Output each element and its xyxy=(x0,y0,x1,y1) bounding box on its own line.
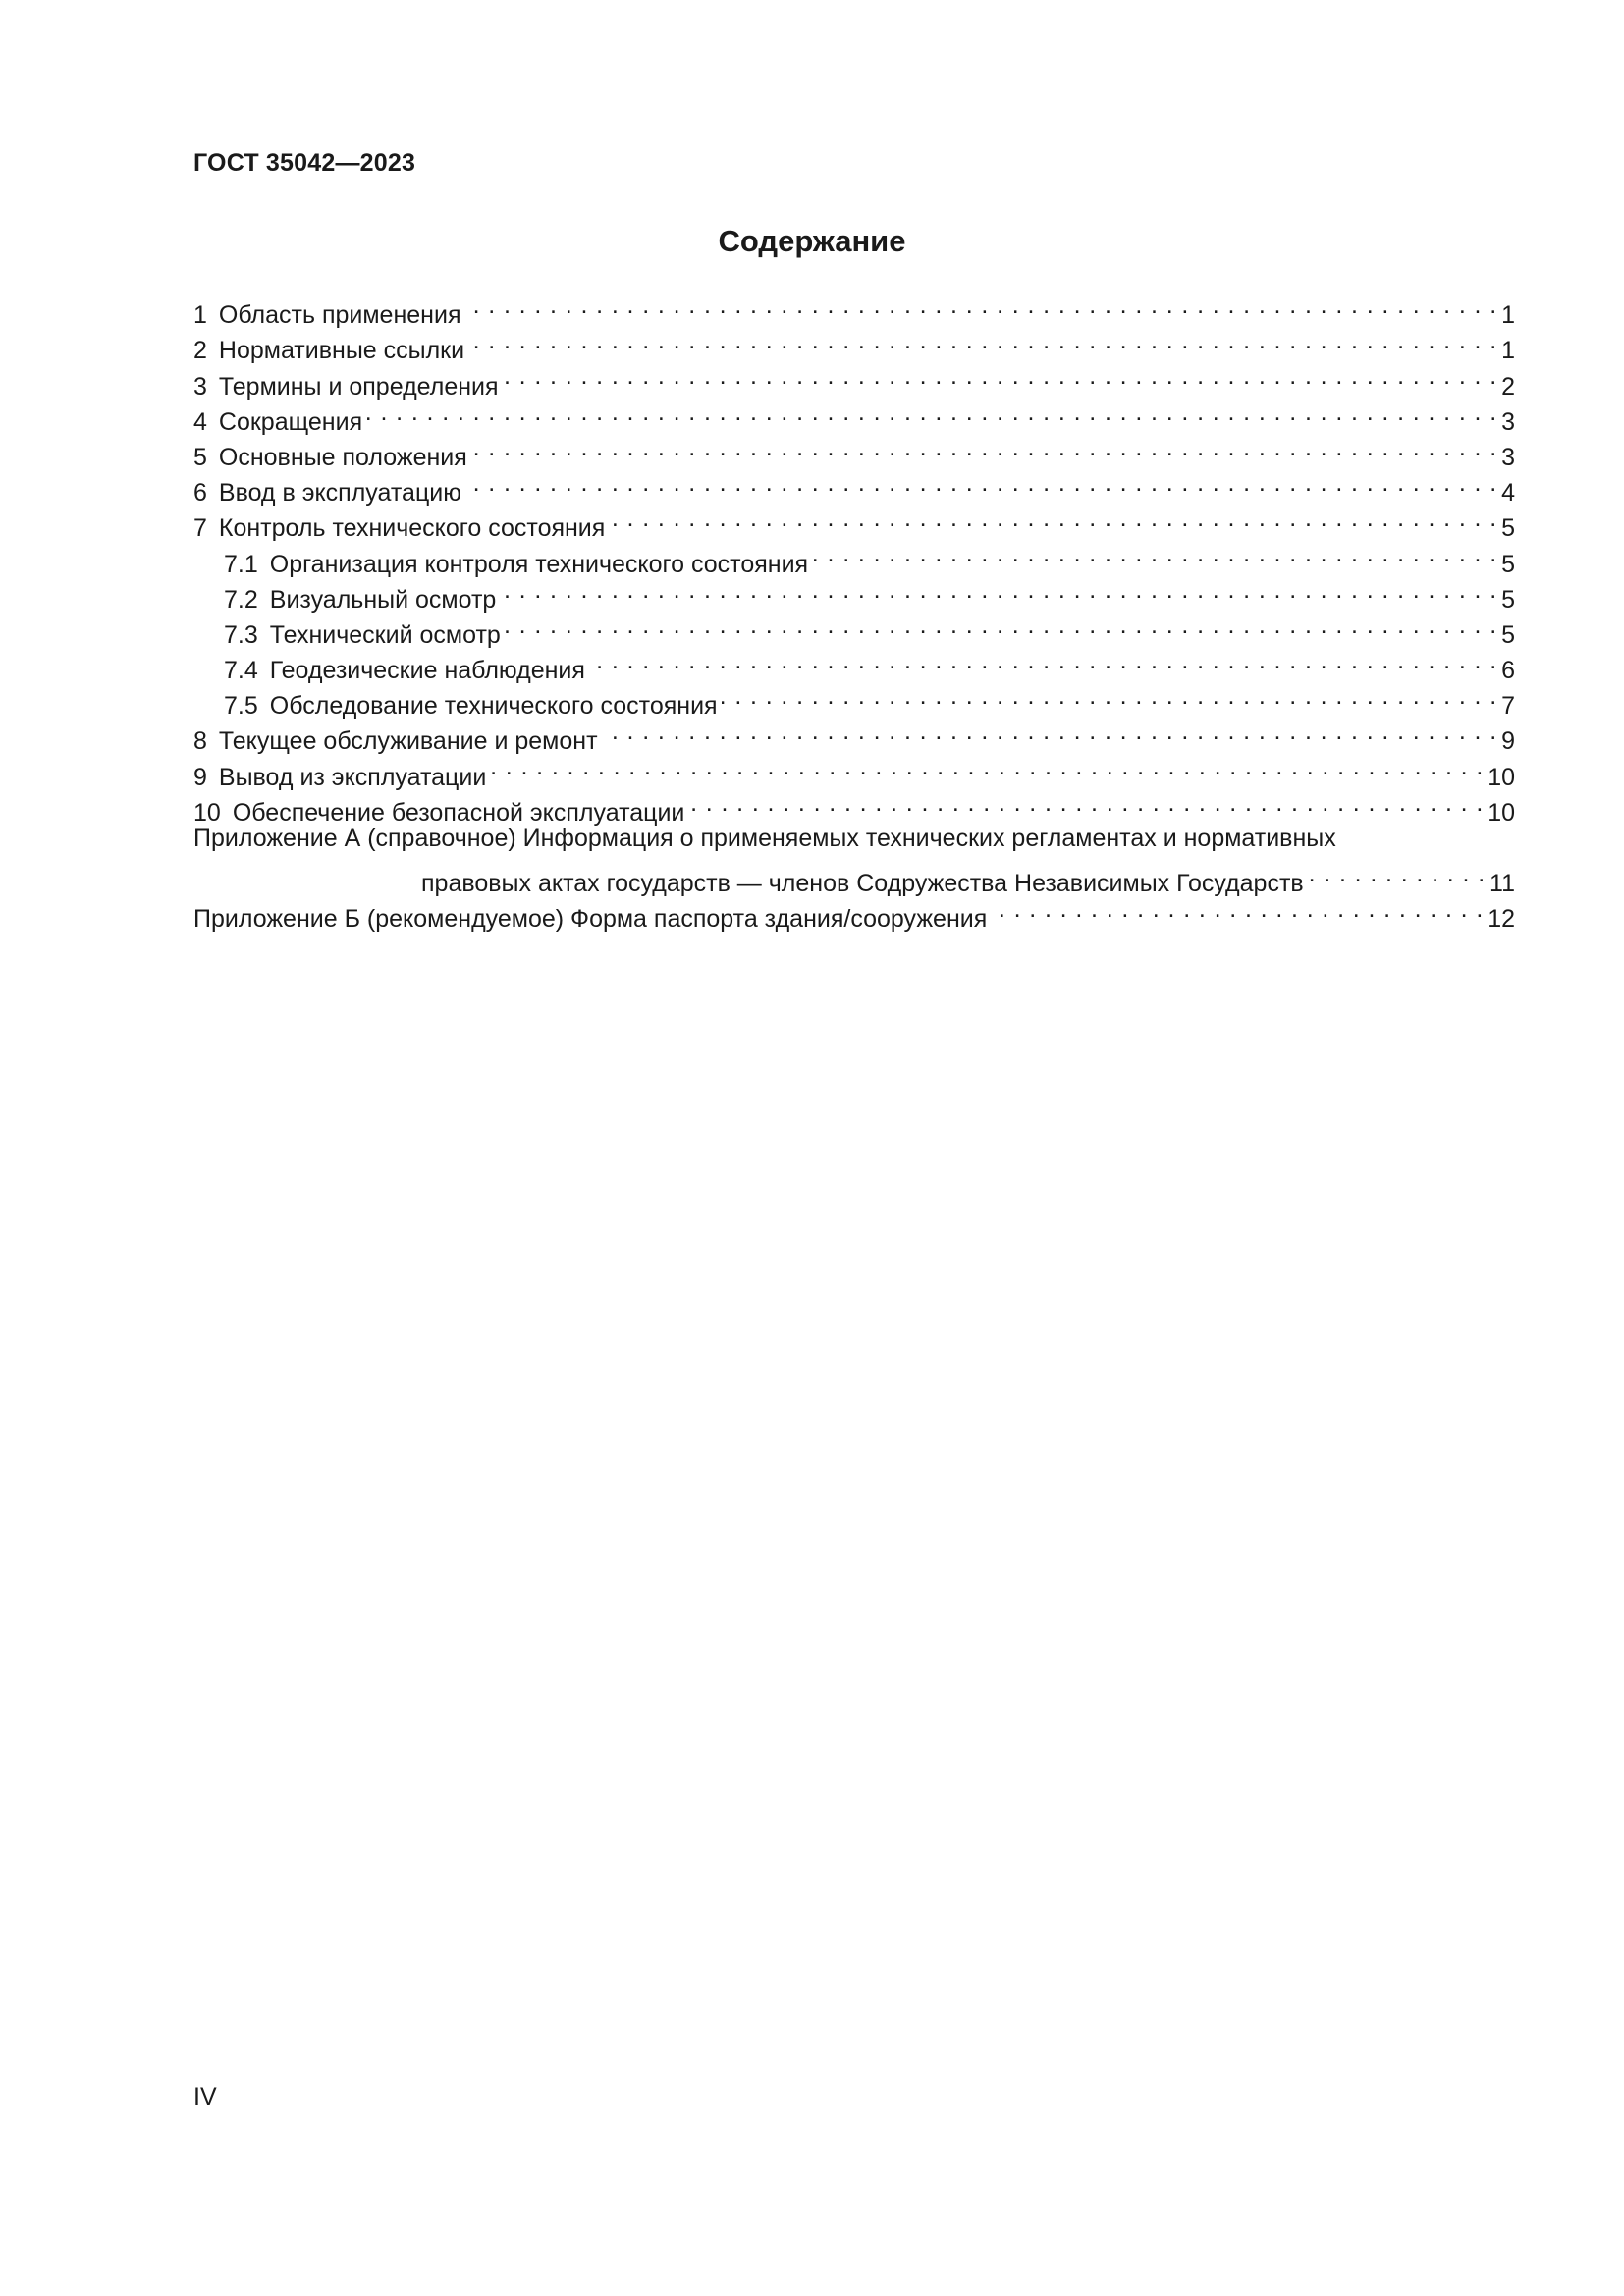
document-code: ГОСТ 35042—2023 xyxy=(193,149,416,177)
toc-entry-number: 7.3 xyxy=(224,620,258,649)
toc-entry-4[interactable] xyxy=(193,395,1515,436)
toc-entry-1[interactable] xyxy=(193,288,1515,330)
toc-entry-number: 1 xyxy=(193,301,207,330)
dot-leader xyxy=(602,714,1498,749)
dot-leader xyxy=(490,749,1484,784)
toc-entry-title: Обеспечение безопасной эксплуатации xyxy=(232,798,685,827)
toc-entry-page: 10 xyxy=(1488,798,1515,827)
toc-entry-page: 1 xyxy=(1501,301,1515,330)
toc-appendix-a-line1[interactable]: Приложение А (справочное) Информация о применяемых технических регламентах и нормативных xyxy=(193,824,1336,852)
toc-entry-page: 12 xyxy=(1488,905,1515,934)
toc-entry-number: 8 xyxy=(193,727,207,756)
table-of-contents xyxy=(193,288,1515,934)
dot-leader xyxy=(688,785,1484,821)
toc-entry-number: 7.1 xyxy=(224,550,258,578)
dot-leader xyxy=(1308,856,1486,891)
toc-entry-title: Геодезические наблюдения xyxy=(269,657,585,685)
toc-entry-number: 10 xyxy=(193,798,221,827)
toc-entry-page: 10 xyxy=(1488,763,1515,791)
toc-entry-title: Область применения xyxy=(218,301,461,330)
dot-leader xyxy=(812,536,1497,571)
toc-entry-title: Сокращения xyxy=(218,407,363,436)
toc-entry-number: 7.4 xyxy=(224,657,258,685)
dot-leader xyxy=(609,501,1497,536)
toc-entry-title: правовых актах государств — членов Содружества Независимых Государств xyxy=(421,870,1304,898)
toc-entry-number: 6 xyxy=(193,479,207,507)
toc-entry-page: 11 xyxy=(1489,870,1515,898)
toc-entry-page: 1 xyxy=(1501,337,1515,365)
toc-entry-title: Визуальный осмотр xyxy=(269,585,497,614)
toc-entry-page: 7 xyxy=(1501,692,1515,721)
toc-entry-number: 7.2 xyxy=(224,585,258,614)
dot-leader xyxy=(464,288,1497,323)
toc-entry-title: Термины и определения xyxy=(218,372,499,400)
toc-entry-number: 5 xyxy=(193,443,207,471)
toc-entry-title: Приложение Б (рекомендуемое) Форма паспорта здания/сооружения xyxy=(193,905,988,934)
dot-leader xyxy=(991,891,1484,927)
toc-entry-page: 3 xyxy=(1501,407,1515,436)
toc-entry-title: Обследование технического состояния xyxy=(269,692,718,721)
toc-entry-page: 5 xyxy=(1501,620,1515,649)
dot-leader xyxy=(505,608,1497,643)
toc-entry-title: Ввод в эксплуатацию xyxy=(218,479,461,507)
toc-entry-title: Технический осмотр xyxy=(269,620,501,649)
toc-entry-title: Текущее обслуживание и ремонт xyxy=(218,727,598,756)
toc-entry-number: 4 xyxy=(193,407,207,436)
toc-entry-title: Нормативные ссылки xyxy=(218,337,465,365)
toc-entry-page: 5 xyxy=(1501,585,1515,614)
toc-entry-number: 3 xyxy=(193,372,207,400)
dot-leader xyxy=(589,643,1497,678)
dot-leader xyxy=(366,395,1497,430)
toc-entry-title: Контроль технического состояния xyxy=(218,514,606,543)
toc-entry-page: 6 xyxy=(1501,657,1515,685)
dot-leader xyxy=(722,678,1498,714)
toc-entry-title: Вывод из эксплуатации xyxy=(218,763,487,791)
toc-entry-number: 2 xyxy=(193,337,207,365)
toc-entry-page: 5 xyxy=(1501,550,1515,578)
toc-entry-page: 2 xyxy=(1501,372,1515,400)
dot-leader xyxy=(468,323,1497,358)
toc-appendix-a-line2[interactable] xyxy=(193,856,1515,898)
toc-entry-page: 9 xyxy=(1501,727,1515,756)
toc-entry-title: Организация контроля технического состояния xyxy=(269,550,809,578)
dot-leader xyxy=(471,430,1497,465)
toc-entry-title: Основные положения xyxy=(218,443,467,471)
toc-entry-number: 7 xyxy=(193,514,207,543)
toc-entry-page: 5 xyxy=(1501,514,1515,543)
toc-entry-number: 9 xyxy=(193,763,207,791)
toc-title: Содержание xyxy=(718,224,906,258)
toc-entry-5[interactable] xyxy=(193,430,1515,471)
dot-leader xyxy=(500,572,1497,608)
dot-leader xyxy=(503,358,1498,394)
page-number: IV xyxy=(193,2083,217,2110)
toc-entry-number: 7.5 xyxy=(224,692,258,721)
toc-entry-page: 3 xyxy=(1501,443,1515,471)
dot-leader xyxy=(465,465,1497,501)
toc-entry-page: 4 xyxy=(1501,479,1515,507)
